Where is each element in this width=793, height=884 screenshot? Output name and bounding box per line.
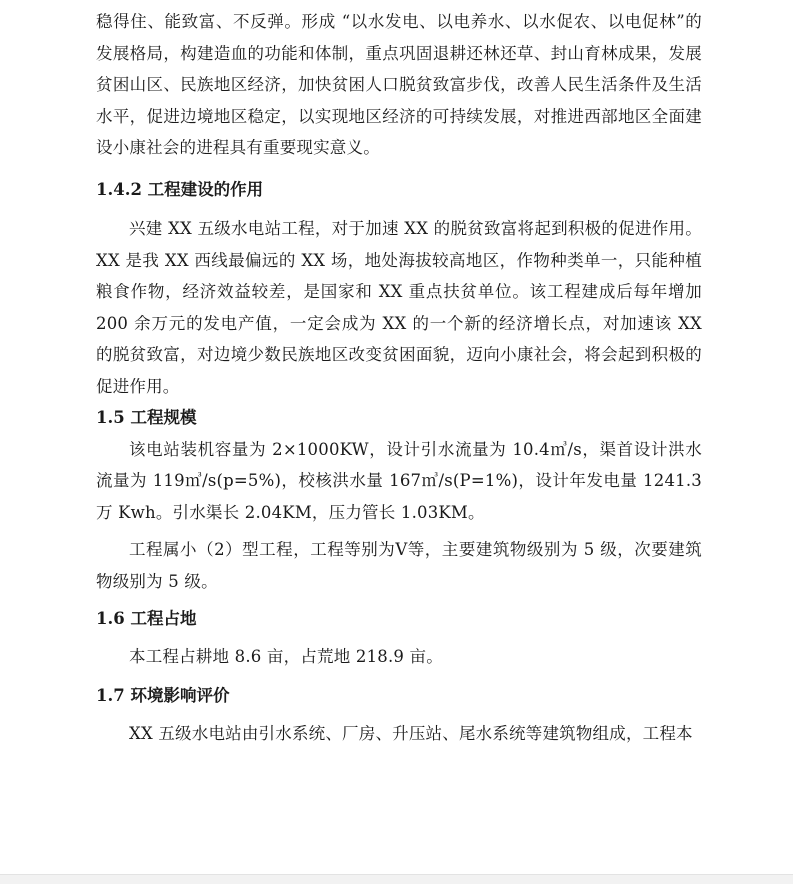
section-paragraph-1-5-b: 工程属小（2）型工程，工程等别为Ⅴ等，主要建筑物级别为 5 级，次要建筑物级别为 5 级。 [96,540,702,591]
section-paragraph-1-7: XX 五级水电站由引水系统、厂房、升压站、尾水系统等建筑物组成，工程本 [129,723,693,743]
section-heading-1-7: 1.7 环境影响评价 [96,686,230,705]
section-paragraph-1-5-a: 该电站装机容量为 2×1000KW，设计引水流量为 10.4㎥/s，渠首设计洪水流量为 119㎥/s(p=5%)，校核洪水量 167㎥/s(P=1%)，设计年发电量 1241.3 万 Kwh。引水渠长 2.04KM，压力管长 1.03KM。 [96,439,702,522]
section-heading-1-6: 1.6 工程占地 [96,609,197,628]
intro-paragraph: 稳得住、能致富、不反弹。形成 “以水发电、以电养水、以水促农、以电促林”的发展格局，构建造血的功能和体制，重点巩固退耕还林还草、封山育林成果，发展贫困山区、民族地区经济，加快贫困人口脱贫致富步伐，改善人民生活条件及生活水平，促进边境地区稳定，以实现地区经济的可持续发展，对推进西部地区全面建设小康社会的进程具有重要现实意义。 [96,12,702,157]
section-heading-1-4-2: 1.4.2 工程建设的作用 [96,179,264,199]
document-body [96,6,702,749]
section-heading-1-5: 1.5 工程规模 [96,408,197,427]
section-paragraph-1-4-2: 兴建 XX 五级水电站工程，对于加速 XX 的脱贫致富将起到积极的促进作用。XX 是我 XX 西线最偏远的 XX 场，地处海拔较高地区，作物种类单一，只能种植粮食作物，经济效益较差，是国家和 XX 重点扶贫单位。该工程建成后每年增加 200 余万元的发电产值，一定会成为 XX 的一个新的经济增长点，对加速该 XX 的脱贫致富，对边境少数民族地区改变贫困面貌，迈向小康社会，将会起到积极的促进作用。 [96,219,702,396]
section-paragraph-1-6: 本工程占耕地 8.6 亩，占荒地 218.9 亩。 [129,646,443,666]
